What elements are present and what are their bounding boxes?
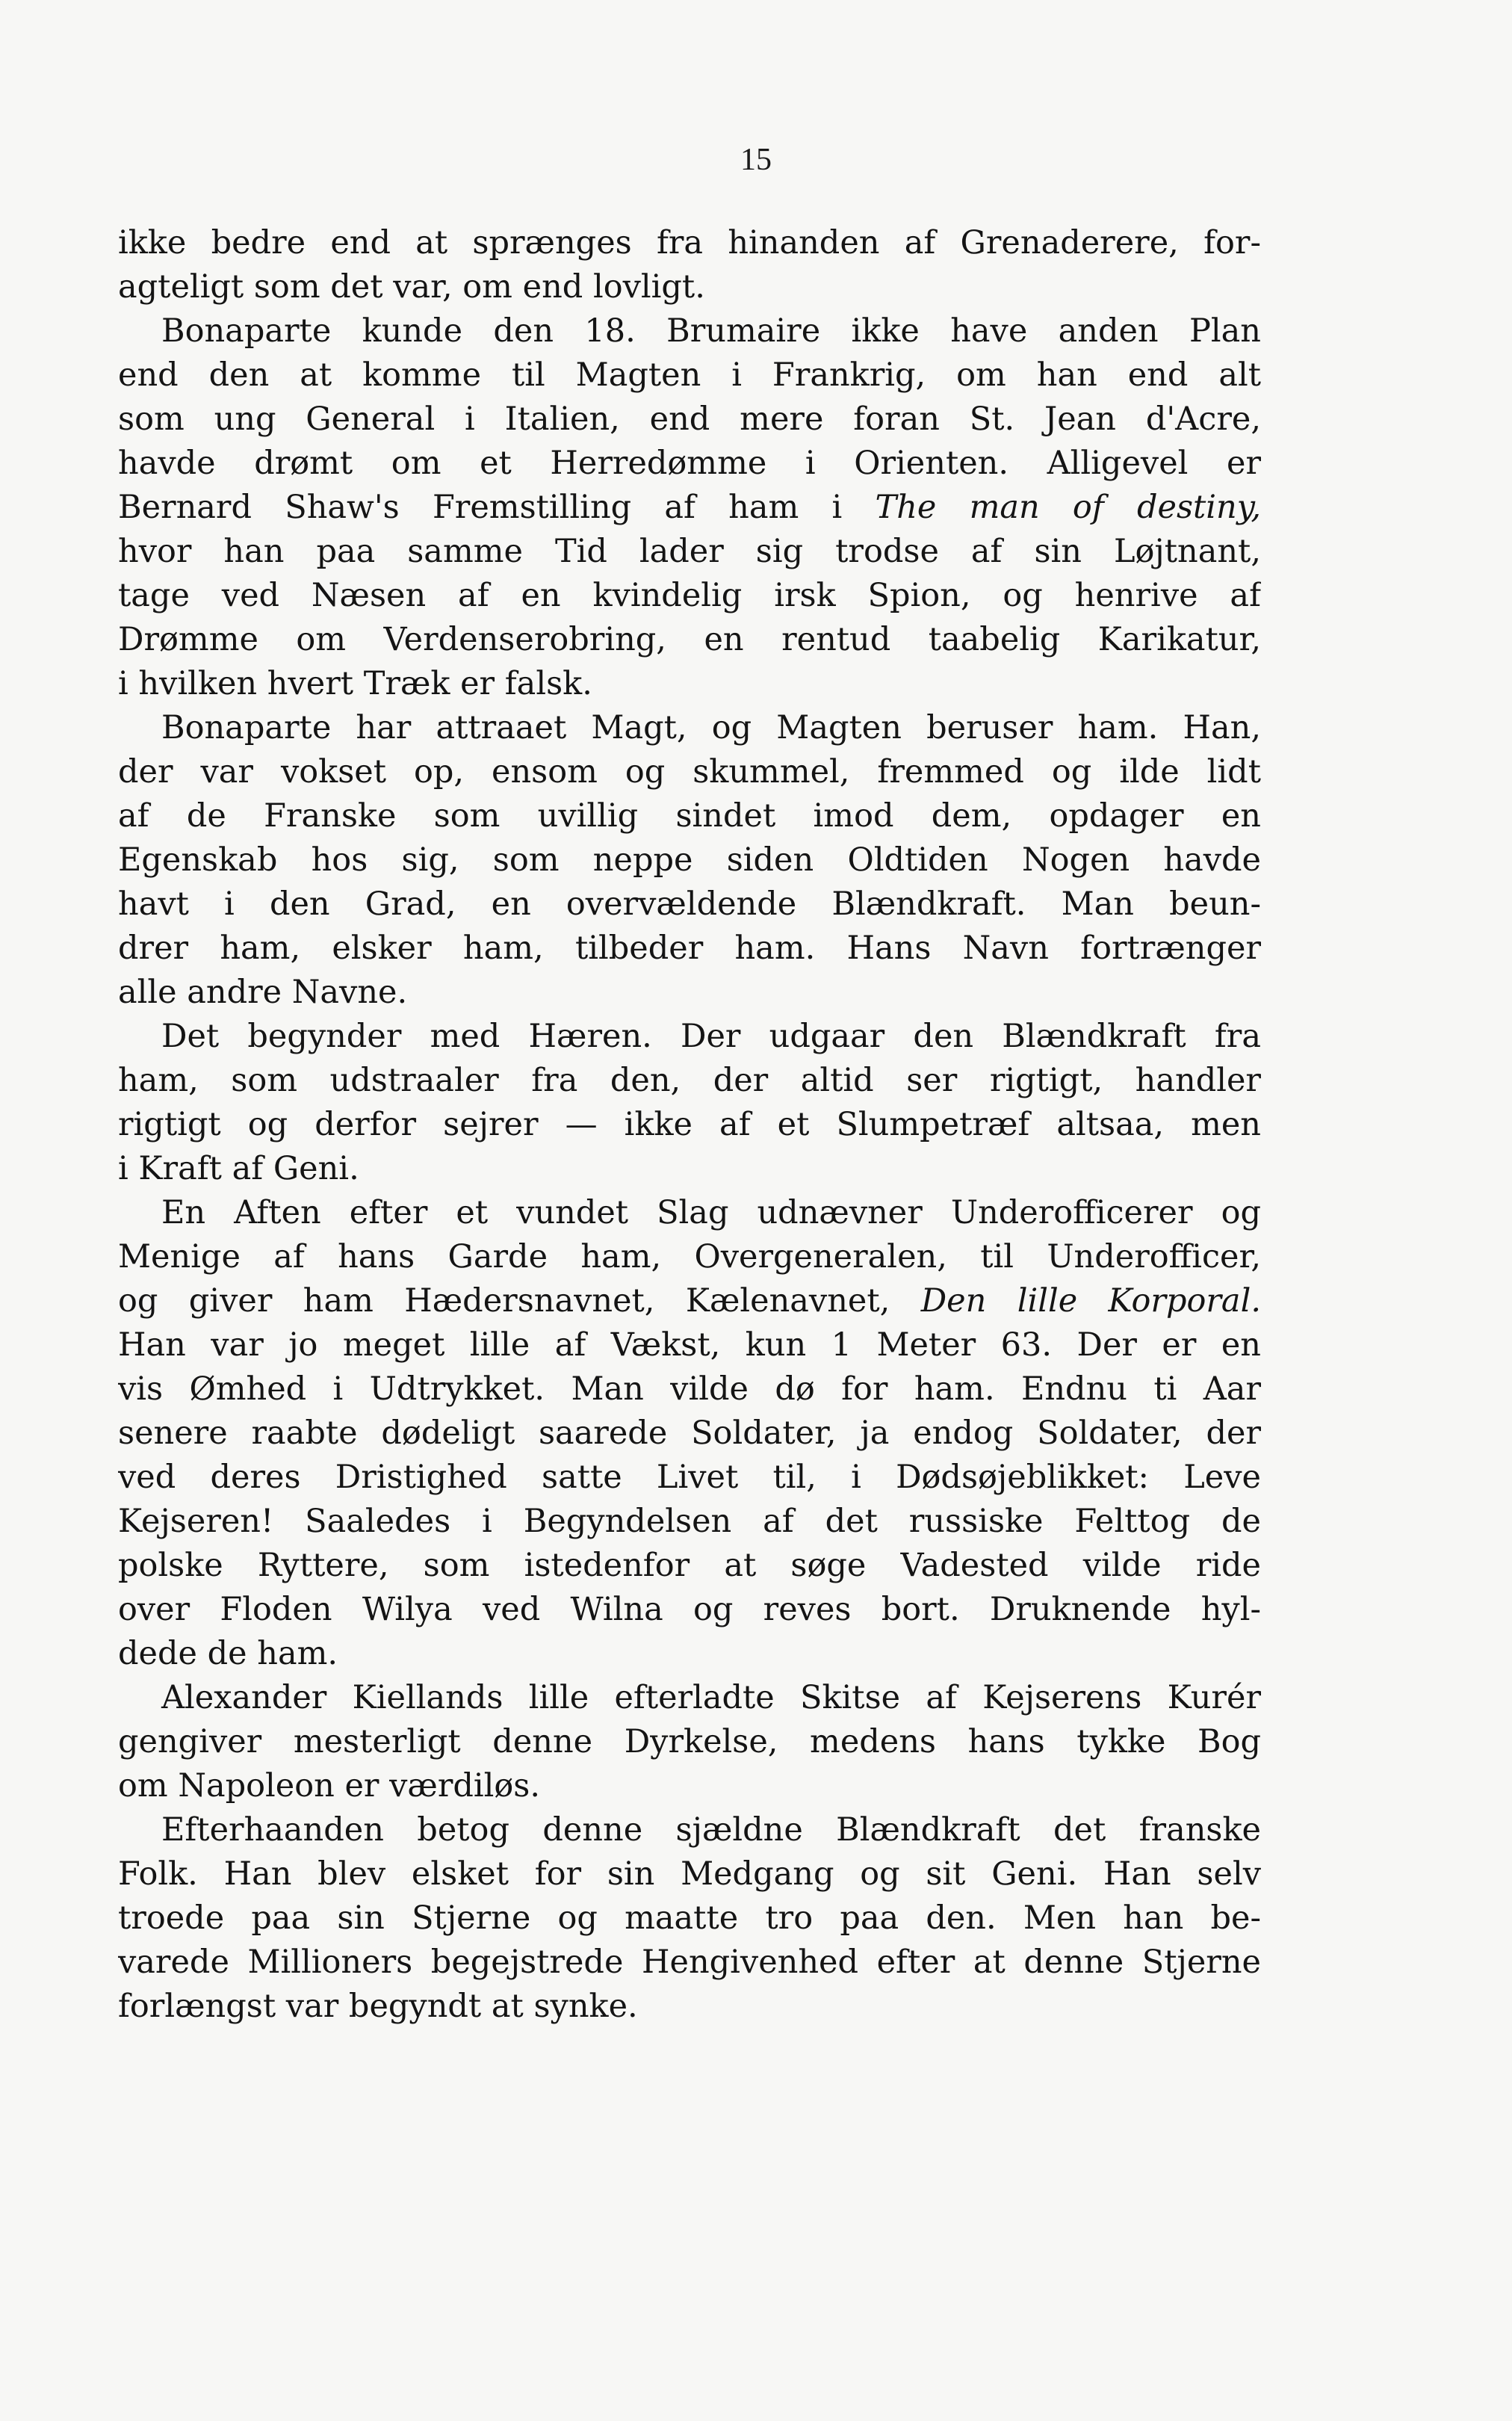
text-line — [118, 1500, 1261, 1544]
text-line-content: gengiver mesterligt denne Dyrkelse, medens hans tykke Bog — [118, 1723, 1261, 1760]
text-line — [118, 1059, 1261, 1103]
text-line — [118, 221, 1261, 265]
text-line-content: der var vokset op, ensom og skummel, fremmed og ilde lidt — [118, 753, 1261, 791]
text-line-content: hvor han paa samme Tid lader sig trodse af sin Løjtnant, — [118, 533, 1261, 570]
text-line-content: drer ham, elsker ham, tilbeder ham. Hans Navn fortrænger — [118, 930, 1261, 967]
text-line — [118, 1323, 1261, 1367]
italic-title: Den lille Korporal. — [920, 1282, 1261, 1320]
text-line-content: i Kraft af Geni. — [118, 1150, 359, 1187]
text-line — [118, 265, 1261, 309]
text-line-content: om Napoleon er værdiløs. — [118, 1767, 541, 1805]
text-line-content: troede paa sin Stjerne og maatte tro paa den. Men han be- — [118, 1899, 1261, 1937]
text-line — [118, 662, 1261, 706]
text-line — [118, 1720, 1261, 1764]
text-line-content: vis Ømhed i Udtrykket. Man vilde dø for ham. Endnu ti Aar — [118, 1370, 1261, 1408]
text-line — [118, 1985, 1261, 2029]
text-line — [118, 1191, 1261, 1235]
text-line — [118, 1852, 1261, 1896]
text-line-content: af de Franske som uvillig sindet imod dem, opdager en — [118, 797, 1261, 835]
text-line — [118, 1896, 1261, 1941]
text-line — [118, 442, 1261, 486]
text-line-content: Bonaparte har attraaet Magt, og Magten beruser ham. Han, — [161, 709, 1261, 746]
text-line — [118, 574, 1261, 618]
text-line-content: Det begynder med Hæren. Der udgaar den Blændkraft fra — [161, 1018, 1261, 1055]
text-line-content: Menige af hans Garde ham, Overgeneralen, til Underofficer, — [118, 1238, 1261, 1276]
text-line-content: i hvilken hvert Træk er falsk. — [118, 665, 592, 702]
text-line — [118, 1103, 1261, 1147]
text-line-content: Efterhaanden betog denne sjældne Blændkraft det franske — [161, 1811, 1261, 1849]
text-line-content: ved deres Dristighed satte Livet til, i Dødsøjeblikket: Leve — [118, 1459, 1261, 1496]
text-line-content: polske Ryttere, som istedenfor at søge Vadested vilde ride — [118, 1547, 1261, 1584]
text-line-content: og giver ham Hædersnavnet, Kælenavnet, — [118, 1282, 921, 1320]
text-line — [118, 486, 1261, 530]
text-line — [118, 398, 1261, 442]
text-line-content: ham, som udstraaler fra den, der altid ser rigtigt, handler — [118, 1062, 1261, 1099]
text-line — [118, 750, 1261, 794]
text-line — [118, 1676, 1261, 1720]
text-line — [118, 971, 1261, 1015]
text-line-content: senere raabte dødeligt saarede Soldater, ja endog Soldater, der — [118, 1414, 1261, 1452]
text-line — [118, 706, 1261, 750]
text-line — [118, 1544, 1261, 1588]
text-line — [118, 794, 1261, 838]
text-line — [118, 618, 1261, 662]
text-line-content: Folk. Han blev elsket for sin Medgang og sit Geni. Han selv — [118, 1855, 1261, 1893]
text-line — [118, 927, 1261, 971]
text-line — [118, 1456, 1261, 1500]
text-line — [118, 1147, 1261, 1191]
text-line-content: tage ved Næsen af en kvindelig irsk Spion, og henrive af — [118, 577, 1261, 614]
text-line-content: Han var jo meget lille af Vækst, kun 1 Meter 63. Der er en — [118, 1326, 1261, 1364]
text-line-content: Bonaparte kunde den 18. Brumaire ikke have anden Plan — [161, 312, 1261, 350]
text-line — [118, 882, 1261, 927]
text-line — [118, 309, 1261, 353]
text-line — [118, 838, 1261, 882]
text-line-content: Drømme om Verdenserobring, en rentud taabelig Karikatur, — [118, 621, 1261, 658]
text-line-content: alle andre Navne. — [118, 974, 408, 1011]
text-line — [118, 1941, 1261, 1985]
text-line-content: ikke bedre end at sprænges fra hinanden af Grenaderere, for- — [118, 224, 1261, 262]
text-line-content: forlængst var begyndt at synke. — [118, 1988, 638, 2025]
text-line — [118, 1279, 1261, 1323]
text-line-content: havt i den Grad, en overvældende Blændkraft. Man beun- — [118, 885, 1261, 923]
text-line-content: end den at komme til Magten i Frankrig, om han end alt — [118, 356, 1261, 394]
text-line-content: Bernard Shaw's Fremstilling af ham i — [118, 489, 876, 526]
text-line — [118, 1764, 1261, 1808]
text-line-content: havde drømt om et Herredømme i Orienten. Alligevel er — [118, 445, 1261, 482]
body-text — [118, 221, 1261, 2029]
text-line-content: agteligt som det var, om end lovligt. — [118, 268, 705, 306]
page-number: 15 — [740, 143, 772, 177]
text-line — [118, 1367, 1261, 1412]
italic-title: The man of destiny, — [875, 489, 1261, 526]
text-line — [118, 1632, 1261, 1676]
text-line — [118, 1412, 1261, 1456]
text-line — [118, 1808, 1261, 1852]
text-line-content: Egenskab hos sig, som neppe siden Oldtiden Nogen havde — [118, 841, 1261, 879]
text-line-content: Kejseren! Saaledes i Begyndelsen af det russiske Felttog de — [118, 1503, 1261, 1540]
text-line-content: rigtigt og derfor sejrer — ikke af et Slumpetræf altsaa, men — [118, 1106, 1261, 1143]
text-line — [118, 353, 1261, 398]
text-line-content: over Floden Wilya ved Wilna og reves bort. Druknende hyl- — [118, 1591, 1261, 1628]
text-line — [118, 530, 1261, 574]
text-line — [118, 1235, 1261, 1279]
text-line-content: varede Millioners begejstrede Hengivenhed efter at denne Stjerne — [118, 1944, 1261, 1981]
text-line-content: Alexander Kiellands lille efterladte Skitse af Kejserens Kurér — [161, 1679, 1261, 1716]
text-line-content: som ung General i Italien, end mere foran St. Jean d'Acre, — [118, 401, 1261, 438]
text-line-content: dede de ham. — [118, 1635, 338, 1672]
text-line-content: En Aften efter et vundet Slag udnævner Underofficerer og — [161, 1194, 1261, 1231]
text-line — [118, 1588, 1261, 1632]
text-line — [118, 1015, 1261, 1059]
